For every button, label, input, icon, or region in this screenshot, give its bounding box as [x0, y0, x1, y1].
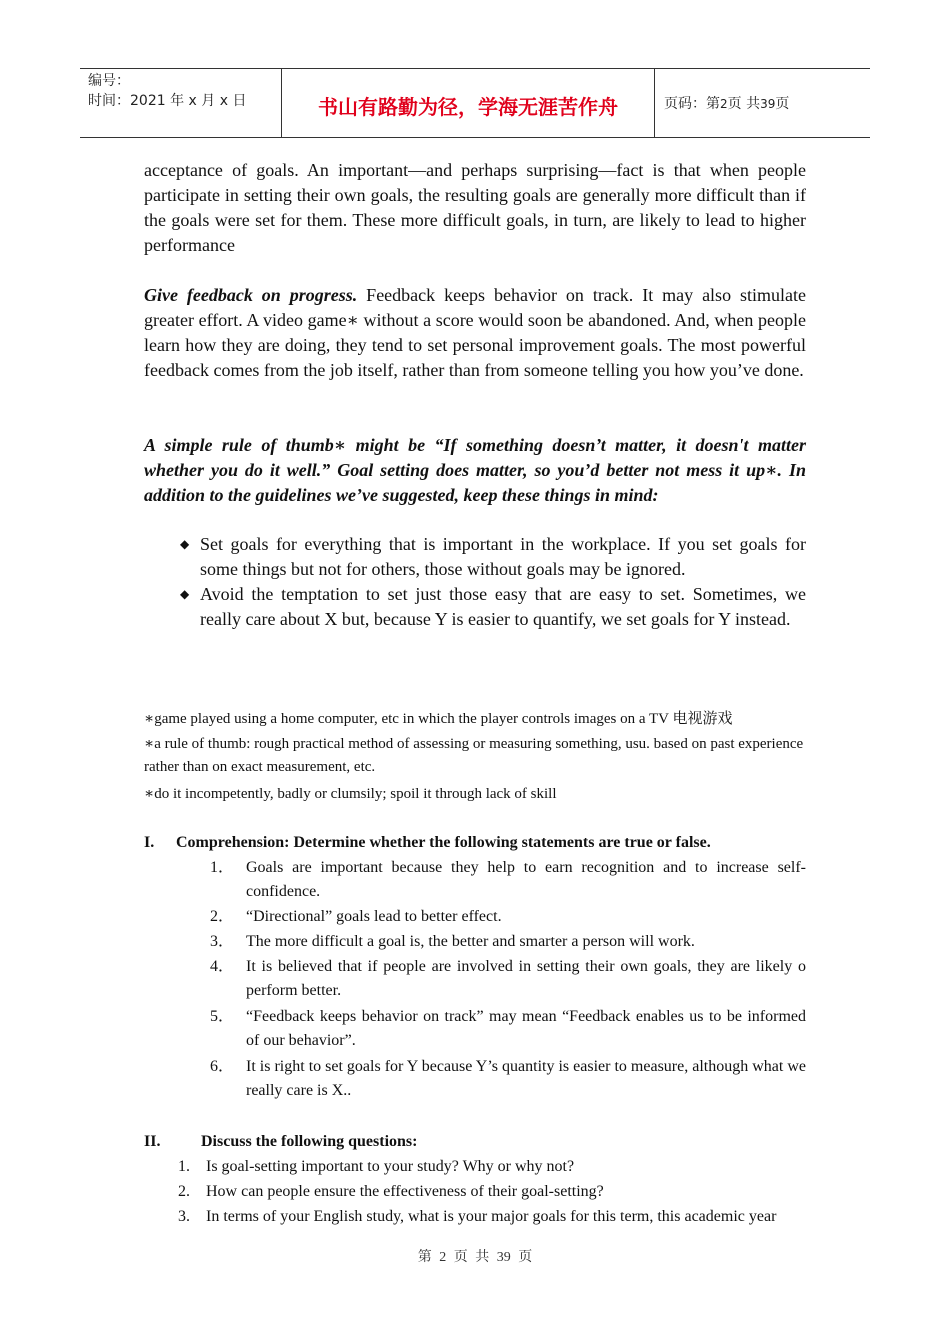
question-text: The more difficult a goal is, the better and smarter a person will work.	[246, 933, 695, 950]
page-footer-number: 第 2 页 共 39 页	[417, 1250, 533, 1265]
question-number: 3．	[210, 933, 235, 950]
page-header	[80, 68, 870, 138]
question-number: 4．	[210, 958, 235, 975]
question-text: “Directional” goals lead to better effect.	[246, 908, 502, 925]
discussion-item	[178, 1179, 806, 1204]
discussion-number: 3.	[178, 1208, 190, 1225]
discussion-number: 1.	[178, 1158, 190, 1175]
paragraph-lead: Give feedback on progress.	[144, 285, 358, 305]
footnote: ∗game played using a home computer, etc in which the player controls images on a TV 电视游戏	[144, 711, 733, 727]
page-mid: 页 共	[727, 96, 761, 112]
discussion-text: Is goal-setting important to your study? Why or why not?	[206, 1158, 575, 1175]
date-rest: 年 x 月 x 日	[170, 93, 247, 109]
page-current: 2	[720, 97, 728, 111]
diamond-bullet-icon: ◆	[180, 587, 190, 601]
paragraph-goal-acceptance: acceptance of goals. An important—and perhaps surprising—fact is that when people participate in setting their own goals, the resulting goals are generally more difficult than if the goals were set for them. These more difficult goals, in turn, are likely to lead to higher performance	[144, 160, 806, 255]
footnote: ∗do it incompetently, badly or clumsily; spoil it through lack of skill	[144, 786, 557, 802]
question-item	[210, 1055, 806, 1103]
paragraph-rule-of-thumb: A simple rule of thumb∗ might be “If something doesn’t matter, it doesn't matter whether you do it well.” Goal setting does matter, so you’d better not mess it up∗. In addition to the guidelines we’ve suggested, keep these things in mind:	[144, 435, 806, 505]
paragraph-feedback	[144, 283, 806, 383]
time-line	[88, 91, 246, 111]
question-number: 2．	[210, 908, 235, 925]
bullet-text: Avoid the temptation to set just those easy that are easy to set. Sometimes, we really care about X but, because Y is easier to quantify, we set goals for Y instead.	[200, 584, 806, 629]
bullet-item	[180, 582, 806, 632]
page-label: 页码：第	[664, 96, 720, 112]
header-page-info	[664, 93, 789, 113]
question-item	[210, 856, 806, 904]
question-number: 1．	[210, 859, 235, 876]
question-item	[210, 930, 806, 954]
header-divider	[654, 69, 655, 137]
discussion-number: 2.	[178, 1183, 190, 1200]
question-item	[210, 955, 806, 1003]
bullet-item	[180, 532, 806, 582]
question-text: Goals are important because they help to earn recognition and to increase self-confidence.	[246, 859, 806, 900]
question-number: 5．	[210, 1008, 235, 1025]
question-number: 6．	[210, 1058, 235, 1075]
discussion-item	[178, 1154, 806, 1179]
section-title: Discuss the following questions:	[201, 1133, 418, 1150]
page-end: 页	[775, 96, 790, 112]
footnote: ∗a rule of thumb: rough practical method of assessing or measuring something, usu. based on past experience rather than on exact measurement, etc.	[144, 736, 804, 775]
date-year: 2021	[130, 93, 166, 109]
header-motto: 书山有路勤为径，学海无涯苦作舟	[318, 95, 618, 119]
section-numeral: II.	[144, 1133, 161, 1150]
section-numeral: I.	[144, 834, 155, 851]
discussion-item	[178, 1204, 806, 1229]
paragraph-text: Feedback keeps behavior on track. It may also stimulate greater effort. A video game∗ without a score would soon be abandoned. And, when people learn how they are doing, they tend to set personal improvement goals. The most powerful feedback comes from the job itself, rather than from someone telling you how you’ve done.	[144, 285, 806, 380]
diamond-bullet-icon: ◆	[180, 537, 190, 551]
section-heading-discussion	[144, 1129, 417, 1154]
time-label: 时间：	[88, 93, 130, 109]
discussion-text: How can people ensure the effectiveness of their goal-setting?	[206, 1183, 604, 1200]
question-text: “Feedback keeps behavior on track” may mean “Feedback enables us to be informed of our behavior”.	[246, 1008, 806, 1049]
question-item	[210, 1005, 806, 1053]
question-text: It is believed that if people are involved in setting their own goals, they are likely o perform better.	[246, 958, 806, 999]
question-text: It is right to set goals for Y because Y’s quantity is easier to measure, although what we really care is X..	[246, 1058, 806, 1099]
serial-label: 编号：	[88, 73, 130, 89]
section-title: Comprehension: Determine whether the following statements are true or false.	[176, 834, 711, 851]
bullet-text: Set goals for everything that is important in the workplace. If you set goals for some things but not for others, those without goals may be ignored.	[200, 534, 806, 579]
question-item	[210, 905, 806, 929]
section-heading-comprehension	[144, 830, 711, 855]
header-meta	[88, 71, 246, 111]
page-total: 39	[760, 97, 776, 111]
discussion-text: In terms of your English study, what is your major goals for this term, this academic year	[206, 1208, 777, 1225]
